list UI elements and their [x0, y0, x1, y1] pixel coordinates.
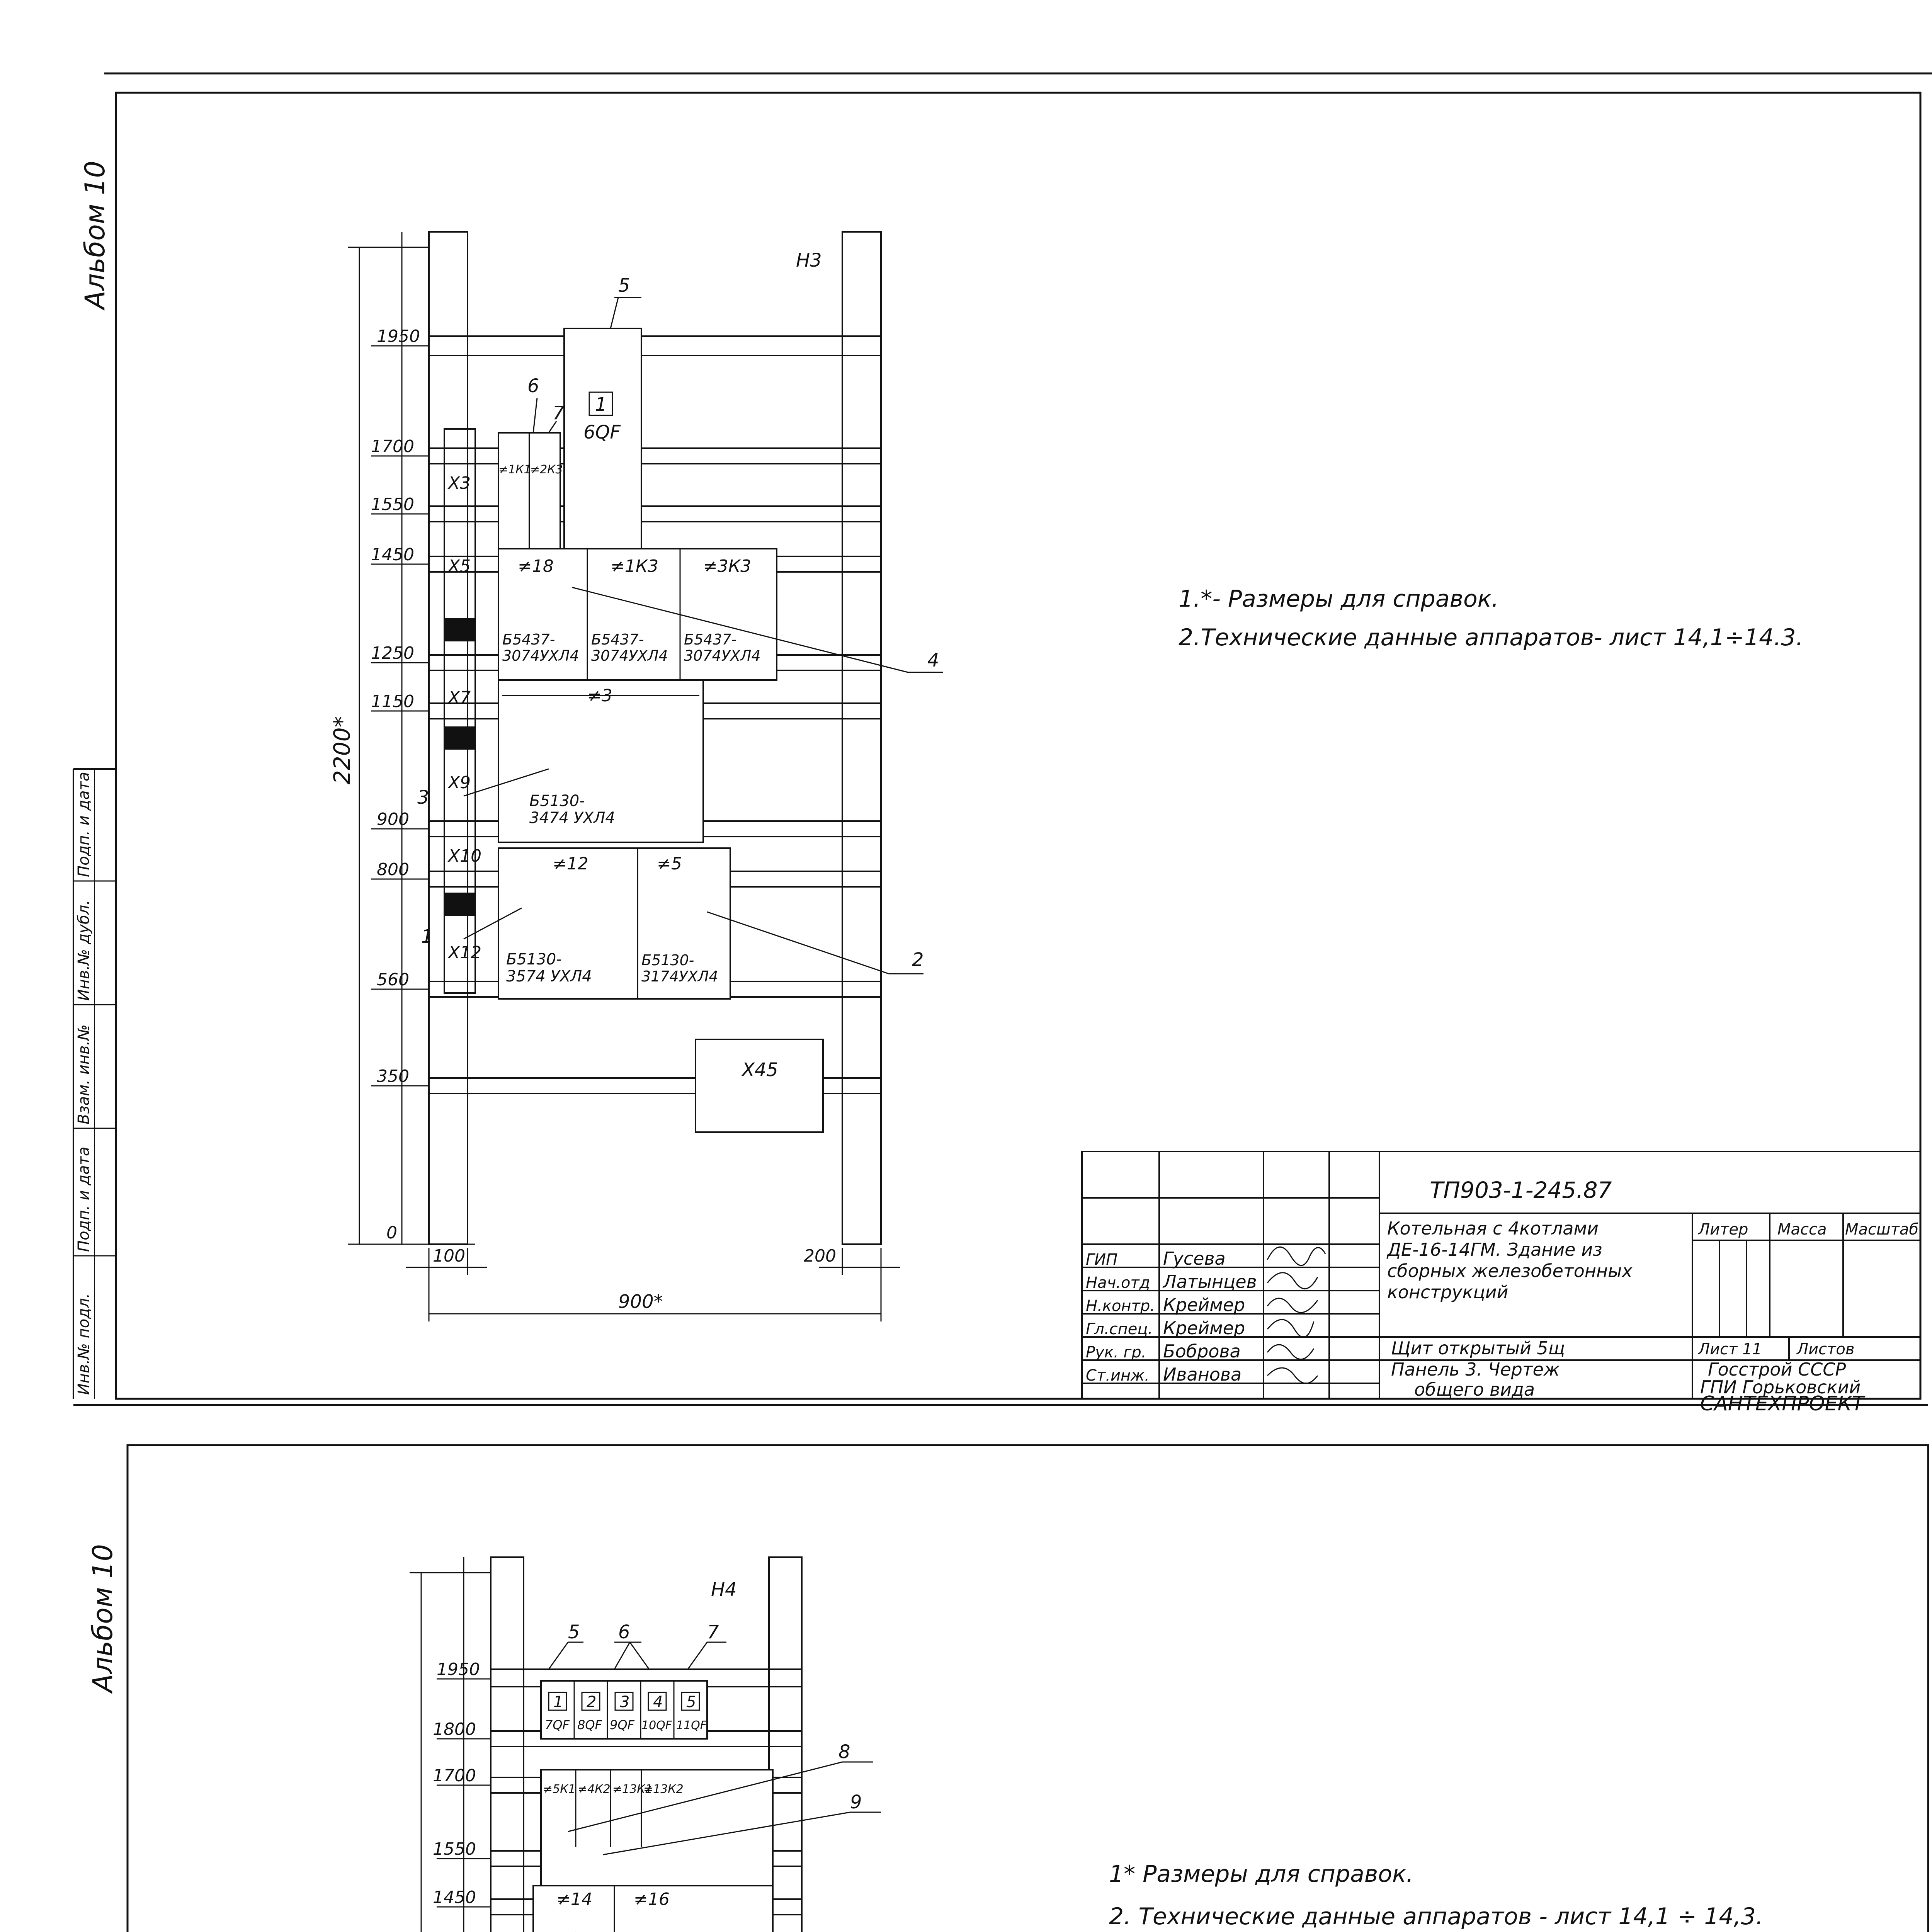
elevation: 1450	[433, 1888, 476, 1907]
width-dimension: 900*	[618, 1291, 663, 1313]
hdr-masshtab: Масштаб	[1845, 1221, 1919, 1238]
elevation: 900	[377, 810, 409, 829]
hdr-massa: Масса	[1777, 1221, 1827, 1238]
elevation: 800	[377, 860, 409, 879]
sheet-number: Лист 11	[1698, 1340, 1762, 1358]
drawing-line: Панель 3. Чертеж	[1391, 1359, 1560, 1380]
device-type: Б5130-3574 УХЛ4	[506, 951, 592, 985]
small-device-2: ≠2К3	[530, 463, 563, 476]
cell-ref: ≠3	[587, 686, 612, 706]
svg-text:4: 4	[653, 1693, 663, 1711]
callout: 2	[912, 949, 924, 971]
callout: 3	[417, 787, 429, 808]
terminal-label: Х5	[448, 556, 471, 576]
svg-text:≠13К1: ≠13К1	[612, 1782, 653, 1796]
callout: 8	[838, 1741, 850, 1763]
callout: 4	[927, 650, 939, 671]
elevation: 1700	[371, 437, 414, 456]
elevation: 1700	[433, 1766, 476, 1786]
terminal-label: Х10	[448, 846, 482, 866]
elevation: 1800	[433, 1719, 476, 1739]
svg-text:10QF: 10QF	[641, 1719, 672, 1732]
relays	[543, 1782, 684, 1796]
svg-text:8QF: 8QF	[577, 1718, 602, 1732]
elevation: 1950	[437, 1660, 480, 1679]
breaker-name: 6QF	[583, 422, 621, 443]
svg-text:Ст.инж.: Ст.инж.	[1086, 1367, 1150, 1384]
terminal-x45: Х45	[742, 1059, 778, 1081]
stamp-cell-3: Взам. инв.№	[75, 1024, 93, 1124]
svg-text:7QF: 7QF	[545, 1718, 570, 1732]
cell-ref: ≠12	[553, 854, 588, 874]
small-device-1: ≠1К1	[498, 463, 531, 476]
callout: 5	[618, 275, 630, 296]
svg-text:Иванова: Иванова	[1163, 1364, 1242, 1385]
project-line: конструкций	[1387, 1282, 1509, 1303]
elevation: 1250	[371, 643, 414, 663]
device-type: Б5130-3474 УХЛ4	[529, 792, 615, 827]
org-line: САНТЕХПРОЕКТ	[1700, 1392, 1864, 1415]
elevation: 1550	[371, 495, 414, 514]
drawing-line: общего вида	[1414, 1379, 1535, 1400]
svg-text:3: 3	[620, 1693, 630, 1711]
album-label: Альбом 10	[87, 1544, 119, 1692]
callout: 7	[707, 1621, 719, 1643]
dimension: 100	[433, 1246, 465, 1266]
svg-text:≠13К2: ≠13К2	[643, 1782, 684, 1796]
svg-text:Гусева: Гусева	[1163, 1248, 1226, 1269]
svg-text:Рук. гр.: Рук. гр.	[1086, 1344, 1146, 1361]
cell-ref: ≠18	[518, 556, 554, 576]
callout: 6	[527, 375, 539, 397]
device-type: Б5130-3174УХЛ4	[641, 952, 718, 985]
svg-text:Боброва: Боброва	[1163, 1341, 1241, 1362]
svg-text:≠5К1: ≠5К1	[543, 1782, 576, 1796]
elevation: 1950	[377, 327, 420, 346]
note-1: 1.*- Размеры для справок.	[1179, 585, 1499, 612]
sheet-panel-3	[73, 93, 1928, 1415]
svg-text:11QF: 11QF	[676, 1719, 707, 1732]
elevation: 1450	[371, 545, 414, 565]
org-line: Госстрой СССР	[1708, 1359, 1846, 1380]
project-line: ДЕ-16-14ГМ. Здание из	[1387, 1239, 1602, 1260]
callout: 9	[850, 1791, 862, 1813]
svg-text:Латынцев: Латынцев	[1163, 1271, 1257, 1292]
stamp-cell-4: Инв.№ дубл.	[75, 900, 93, 1001]
terminal-label: Х3	[448, 473, 471, 493]
callout: 6	[618, 1621, 630, 1643]
svg-text:Креймер: Креймер	[1163, 1318, 1245, 1338]
terminal-label: Х12	[448, 943, 482, 963]
svg-text:≠4К2: ≠4К2	[578, 1782, 611, 1796]
callout: 5	[568, 1621, 580, 1643]
svg-text:Гл.спец.: Гл.спец.	[1086, 1320, 1153, 1338]
terminal-label: Х9	[448, 773, 471, 793]
sheet-panel-4	[81, 1445, 1928, 1932]
cell-ref: ≠5	[657, 854, 682, 874]
elevation: 0	[386, 1223, 397, 1243]
dimension: 200	[804, 1246, 836, 1266]
terminal-label: Х7	[448, 688, 471, 707]
project-line: сборных железобетонных	[1387, 1260, 1633, 1281]
drawing-line: Щит открытый 5щ	[1391, 1338, 1565, 1359]
svg-text:ГИП: ГИП	[1086, 1251, 1118, 1269]
cell-ref: ≠3К3	[703, 556, 752, 576]
device-type: Б5437-3074УХЛ4	[684, 631, 761, 664]
note-2: 2.Технические данные аппаратов- лист 14,1÷14.3.	[1179, 624, 1803, 651]
drawing-code: ТП903-1-245.87	[1430, 1177, 1612, 1203]
svg-text:Нач.отд: Нач.отд	[1086, 1274, 1150, 1292]
callout: 1	[421, 926, 433, 947]
svg-text:2: 2	[587, 1693, 597, 1711]
panel-mark: Н4	[711, 1579, 737, 1600]
svg-text:Н.контр.: Н.контр.	[1086, 1297, 1155, 1315]
breaker-number: 1	[595, 394, 607, 415]
svg-text:1: 1	[553, 1693, 563, 1711]
cell-ref: ≠14	[556, 1889, 592, 1909]
cell-ref: ≠1К3	[611, 556, 659, 576]
callout: 7	[553, 402, 565, 424]
device-type: Б5437-3074УХЛ4	[502, 631, 579, 664]
svg-text:Креймер: Креймер	[1163, 1294, 1245, 1315]
stamp-cell-2: Подп. и дата	[75, 1146, 93, 1252]
project-line: Котельная с 4котлами	[1387, 1218, 1599, 1239]
svg-text:9QF: 9QF	[610, 1718, 634, 1732]
stamp-cell-1: Инв.№ подл.	[75, 1293, 93, 1395]
margin-stamp	[73, 769, 116, 1399]
album-label: Альбом 10	[79, 160, 111, 309]
hdr-litera: Литер	[1698, 1221, 1748, 1238]
note-2: 2. Технические данные аппаратов - лист 14,1 ÷ 14,3.	[1109, 1903, 1763, 1930]
svg-text:5: 5	[686, 1693, 696, 1711]
sheets-count: Листов	[1797, 1340, 1855, 1358]
stamp-cell-5: Подп. и дата	[75, 772, 93, 877]
signature-roles	[1086, 1248, 1257, 1385]
org-line: ГПИ Горьковский	[1700, 1377, 1861, 1398]
height-dimension: 2200*	[329, 716, 355, 784]
cell-ref: ≠16	[634, 1889, 670, 1909]
elevation: 560	[377, 970, 409, 990]
panel-mark: Н3	[796, 250, 822, 271]
elevation: 350	[377, 1066, 409, 1086]
note-1: 1* Размеры для справок.	[1109, 1861, 1414, 1888]
elevation: 1550	[433, 1839, 476, 1859]
elevation: 1150	[371, 692, 414, 711]
device-type: Б5437-3074УХЛ4	[591, 631, 668, 664]
